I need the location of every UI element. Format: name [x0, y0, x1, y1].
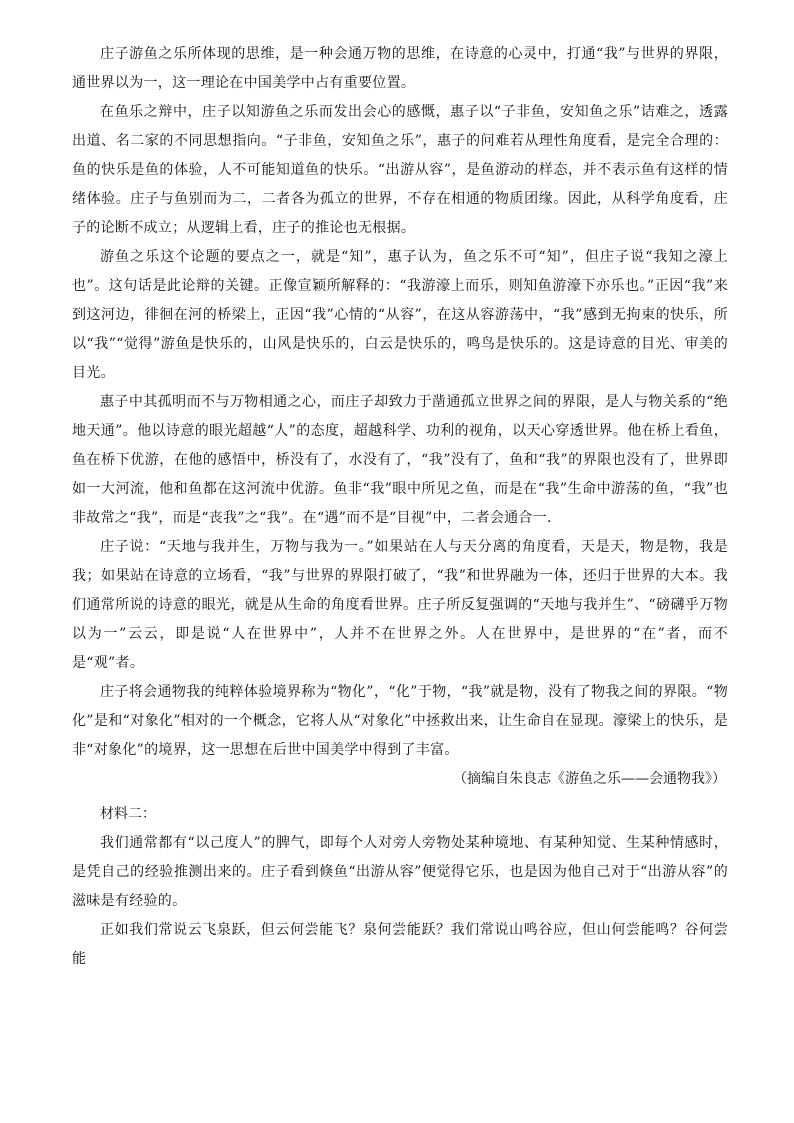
- material-2-heading: 材料二：: [100, 806, 156, 822]
- paragraph-1: 庄子游鱼之乐所体现的思维，是一种会通万物的思维，在诗意的心灵中，打通“我”与世界的界限，通世界以为一，这一理论在中国美学中占有重要位置。: [72, 46, 728, 91]
- paragraph-3: 游鱼之乐这个论题的要点之一，就是“知”，惠子认为，鱼之乐不可“知”，但庄子说“我知之濠上也”。这句话是此论辩的关键。正像宣颖所解释的：“我游濠上而乐，则知鱼游濠下亦乐也。”正因“我”来到这河边，徘徊在河的桥梁上，正因“我”心情的“从容”，在这从容游荡中，“我”感到无拘束的快乐，所以“我”“觉得”游鱼是快乐的，山风是快乐的，白云是快乐的，鸣鸟是快乐的。这是诗意的目光、审美的目光。: [72, 249, 728, 381]
- paragraph-5: 庄子说：“天地与我并生，万物与我为一。”如果站在人与天分离的角度看，天是天，物是物，我是我；如果站在诗意的立场看，“我”与世界的界限打破了，“我”和世界融为一体，还归于世界的大本。我们通常所说的诗意的眼光，就是从生命的角度看世界。庄子所反复强调的“天地与我并生”、“磅礴乎万物以为一”云云，即是说“人在世界中”，人并不在世界之外。人在世界中，是世界的“在”者，而不是“观”者。: [72, 539, 728, 671]
- document-page: [72, 40, 728, 974]
- paragraph-4: 惠子中其孤明而不与万物相通之心，而庄子却致力于凿通孤立世界之间的界限，是人与物关系的“绝地天通”。他以诗意的眼光超越“人”的态度，超越科学、功利的视角，以天心穿透世界。他在桥上看鱼，鱼在桥下优游，在他的感悟中，桥没有了，水没有了，“我”没有了，鱼和“我”的界限也没有了，世界即如一大河流，他和鱼都在这河流中优游。鱼非“我”眼中所见之鱼，而是在“我”生命中游荡的鱼，“我”也非故常之“我”，而是“丧我”之“我”。在“遇”而不是“目视”中，二者会通合一.: [72, 394, 728, 526]
- paragraph-2: 在鱼乐之辩中，庄子以知游鱼之乐而发出会心的感慨，惠子以“子非鱼，安知鱼之乐”诘难之，透露出道、名二家的不同思想指向。“子非鱼，安知鱼之乐”，惠子的问难若从理性角度看，是完全合理的：鱼的快乐是鱼的体验，人不可能知道鱼的快乐。“出游从容”，是鱼游动的样态，并不表示鱼有这样的情绪体验。庄子与鱼别而为二，二者各为孤立的世界，不存在相通的物质团缘。因此，从科学角度看，庄子的论断不成立；从逻辑上看，庄子的推论也无根据。: [72, 104, 728, 236]
- source-citation: （摘编自朱良志《游鱼之乐——会通物我》）: [453, 771, 726, 787]
- material-2-paragraph-2: 正如我们常说云飞泉跃，但云何尝能飞？泉何尝能跃？我们常说山鸣谷应，但山何尝能鸣？谷何尝能: [72, 922, 728, 967]
- paragraph-6: 庄子将会通物我的纯粹体验境界称为“物化”，“化”于物，“我”就是物，没有了物我之间的界限。“物化”是和“对象化”相对的一个概念，它将人从“对象化”中拯救出来，让生命自在显现。濠梁上的快乐，是非“对象化”的境界，这一思想在后世中国美学中得到了丰富。: [72, 684, 728, 758]
- material-2-paragraph-1: 我们通常都有“以己度人”的脾气，即每个人对旁人旁物处某种境地、有某种知觉、生某种情感时，是凭自己的经验推测出来的。庄子看到倏鱼“出游从容”便觉得它乐，也是因为他自己对于“出游从容”的滋味是有经验的。: [72, 835, 728, 909]
